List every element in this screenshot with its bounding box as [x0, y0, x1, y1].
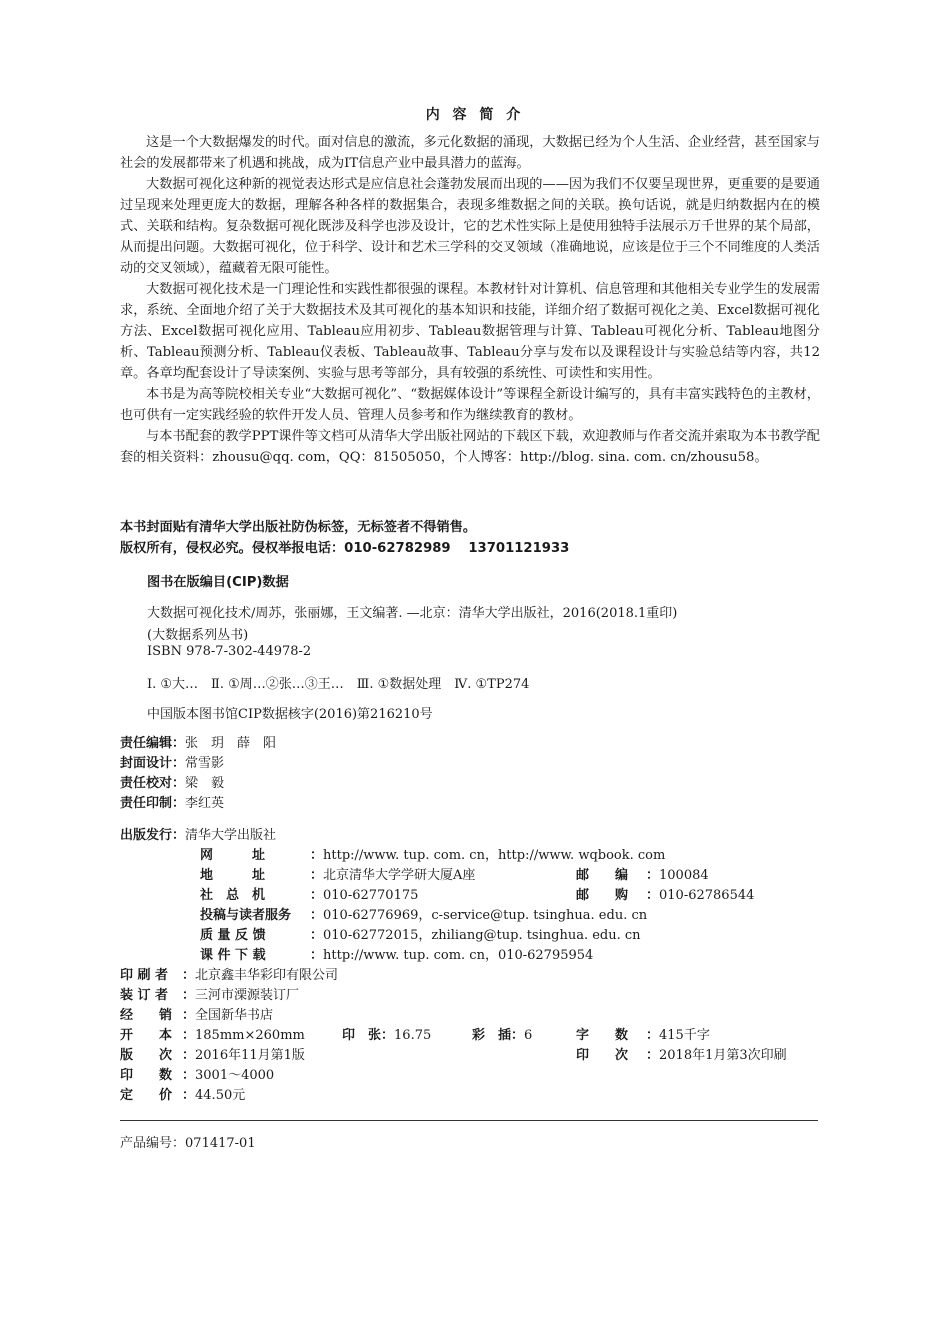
cip-line: 大数据可视化技术/周苏，张丽娜，王文编著. —北京：清华大学出版社，2016(2018.1重印) [147, 606, 678, 621]
publication-info [120, 826, 820, 1106]
price-label: 定 价 [120, 1088, 173, 1103]
quality-value: 010-62772015，zhiliang@tup. tsinghua. edu. cn [323, 928, 641, 943]
edition-value: 2016年11月第1版 [195, 1048, 305, 1063]
distributor-label: 经 销 [120, 1008, 173, 1023]
website-row: 网 址 ：http://www. tup. com. cn，http://www. wqbook. com [120, 846, 820, 866]
impression-value: 2018年1月第3次印刷 [659, 1048, 787, 1063]
credit-value: 张 玥 薛 阳 [185, 736, 277, 751]
copies-row: 印 数 ：3001～4000 [120, 1066, 820, 1086]
section-title: 内 容 简 介 [425, 107, 525, 123]
intro-paragraph: 与本书配套的教学PPT课件等文档可从清华大学出版社网站的下载区下载，欢迎教师与作者交流并索取为本书教学配套的相关资料：zhousu@qq. com，QQ：81505050，个人博客：http://blog. sina. com. cn/zhousu58。 [120, 429, 820, 465]
distributor-row: 经 销 ：全国新华书店 [120, 1006, 820, 1026]
word-count-value: 415千字 [659, 1028, 710, 1043]
intro-paragraph: 本书是为高等院校相关专业“大数据可视化”、“数据媒体设计”等课程全新设计编写的，具有丰富实践特色的主教材，也可供有一定实践经验的软件开发人员、管理人员参考和作为继续教育的教材。 [120, 387, 820, 423]
intro-paragraph: 这是一个大数据爆发的时代。面对信息的激流，多元化数据的涌现，大数据已经为个人生活、企业经营，甚至国家与社会的发展都带来了机遇和挑战，成为IT信息产业中最具潜力的蓝海。 [120, 135, 820, 171]
website-label: 网 址 [200, 848, 266, 863]
price-row: 定 价 ：44.50元 [120, 1086, 820, 1106]
cip-line: 中国版本图书馆CIP数据核字(2016)第216210号 [147, 707, 433, 722]
publisher-label: 出版发行 [120, 828, 173, 843]
submission-value: 010-62776969，c-service@tup. tsinghua. edu. cn [323, 908, 648, 923]
color-plates-label: 彩 插 [472, 1028, 512, 1043]
address-label: 地 址 [200, 868, 266, 883]
address-row: 地 址 ：北京清华大学学研大厦A座 邮 编 ：100084 [120, 866, 820, 886]
switchboard-label: 社 总 机 [200, 888, 266, 903]
printer-row: 印 刷 者 ：北京鑫丰华彩印有限公司 [120, 966, 820, 986]
binder-label: 装 订 者 [120, 988, 169, 1003]
editorial-credits [120, 734, 276, 814]
impression-label: 印 次 [576, 1048, 629, 1063]
cip-line: (大数据系列丛书) [147, 628, 249, 643]
credit-row: 封面设计：常雪影 [120, 754, 276, 774]
edition-row: 版 次 ：2016年11月第1版 印 次 ：2018年1月第3次印刷 [120, 1046, 820, 1066]
quality-label: 质 量 反 馈 [200, 928, 266, 943]
color-plates-value: 6 [524, 1028, 533, 1043]
sheets-label: 印 张 [342, 1028, 382, 1043]
product-code-label: 产品编号 [120, 1136, 173, 1151]
copies-value: 3001～4000 [195, 1068, 275, 1083]
edition-label: 版 次 [120, 1048, 173, 1063]
mail-order-label: 邮 购 [576, 888, 629, 903]
switchboard-row: 社 总 机 ：010-62770175 邮 购 ：010-62786544 [120, 886, 820, 906]
address-value: 北京清华大学学研大厦A座 [323, 868, 476, 883]
word-count-label: 字 数 [576, 1028, 629, 1043]
credit-label: 责任印制 [120, 796, 173, 811]
format-row: 开 本 ：185mm×260mm 印 张：16.75 彩 插：6 字 数 ：415千字 [120, 1026, 820, 1046]
price-value: 44.50元 [195, 1088, 246, 1103]
cip-line: Ⅰ. ①大… Ⅱ. ①周…②张…③王… Ⅲ. ①数据处理 Ⅳ. ①TP274 [147, 677, 530, 692]
credit-label: 责任编辑 [120, 736, 173, 751]
intro-paragraph: 大数据可视化这种新的视觉表达形式是应信息社会蓬勃发展而出现的——因为我们不仅要呈现世界，更重要的是要通过呈现来处理更庞大的数据，理解各种各样的数据集合，表现多维数据之间的关联。换句话说，就是归纳数据内在的模式、关联和结构。复杂数据可视化既涉及科学也涉及设计，它的艺术性实际上是使用独特手法展示万千世界的某个局部，从而提出问题。大数据可视化，位于科学、设计和艺术三学科的交叉领域（准确地说，应该是位于三个不同维度的人类活动的交叉领域），蕴藏着无限可能性。 [120, 177, 820, 276]
notice-line: 本书封面贴有清华大学出版社防伪标签，无标签者不得销售。 [120, 520, 477, 535]
binder-row: 装 订 者 ：三河市溧源装订厂 [120, 986, 820, 1006]
cip-heading: 图书在版编目(CIP)数据 [147, 575, 289, 590]
postcode-label: 邮 编 [576, 868, 629, 883]
anti-piracy-notice [120, 517, 820, 559]
intro-paragraph: 大数据可视化技术是一门理论性和实践性都很强的课程。本教材针对计算机、信息管理和其他相关专业学生的发展需求，系统、全面地介绍了关于大数据技术及其可视化的基本知识和技能，详细介绍了数据可视化之美、Excel数据可视化方法、Excel数据可视化应用、Tableau应用初步、Tableau数据管理与计算、Tableau可视化分析、Tableau地图分析、Tableau预测分析、Tableau仪表板、Tableau故事、Tableau分享与发布以及课程设计与实验总结等内容，共12章。各章均配套设计了导读案例、实验与思考等部分，具有较强的系统性、可读性和实用性。 [120, 282, 820, 381]
printer-value: 北京鑫丰华彩印有限公司 [195, 968, 339, 983]
format-value: 185mm×260mm [195, 1028, 305, 1043]
publisher-value: 清华大学出版社 [185, 828, 277, 843]
divider-line [120, 1120, 818, 1121]
printer-label: 印 刷 者 [120, 968, 169, 983]
binder-value: 三河市溧源装订厂 [195, 988, 300, 1003]
credit-label: 封面设计 [120, 756, 173, 771]
publisher-row: 出版发行：清华大学出版社 [120, 826, 820, 846]
product-code: 产品编号：071417-01 [120, 1136, 256, 1151]
credit-value: 常雪影 [185, 756, 225, 771]
credit-row: 责任编辑：张 玥 薛 阳 [120, 734, 276, 754]
credit-row: 责任校对：梁 毅 [120, 774, 276, 794]
notice-line: 版权所有，侵权必究。侵权举报电话：010-62782989 13701121933 [120, 541, 570, 556]
credit-value: 梁 毅 [185, 776, 225, 791]
intro-section [120, 132, 820, 468]
mail-order-value: 010-62786544 [659, 888, 755, 903]
postcode-value: 100084 [659, 868, 709, 883]
credit-value: 李红英 [185, 796, 225, 811]
credit-row: 责任印制：李红英 [120, 794, 276, 814]
quality-row: 质 量 反 馈 ：010-62772015，zhiliang@tup. tsinghua. edu. cn [120, 926, 820, 946]
distributor-value: 全国新华书店 [195, 1008, 274, 1023]
submission-row: 投稿与读者服务 ：010-62776969，c-service@tup. tsinghua. edu. cn [120, 906, 820, 926]
format-label: 开 本 [120, 1028, 173, 1043]
courseware-label: 课 件 下 载 [200, 948, 266, 963]
sheets-value: 16.75 [394, 1028, 432, 1043]
courseware-row: 课 件 下 载 ：http://www. tup. com. cn，010-62795954 [120, 946, 820, 966]
copies-label: 印 数 [120, 1068, 173, 1083]
cip-line: ISBN 978-7-302-44978-2 [147, 644, 312, 659]
submission-label: 投稿与读者服务 [200, 908, 292, 923]
website-value: http://www. tup. com. cn，http://www. wqbook. com [323, 848, 666, 863]
product-code-value: 071417-01 [185, 1136, 256, 1151]
credit-label: 责任校对 [120, 776, 173, 791]
courseware-value: http://www. tup. com. cn，010-62795954 [323, 948, 594, 963]
switchboard-value: 010-62770175 [323, 888, 419, 903]
